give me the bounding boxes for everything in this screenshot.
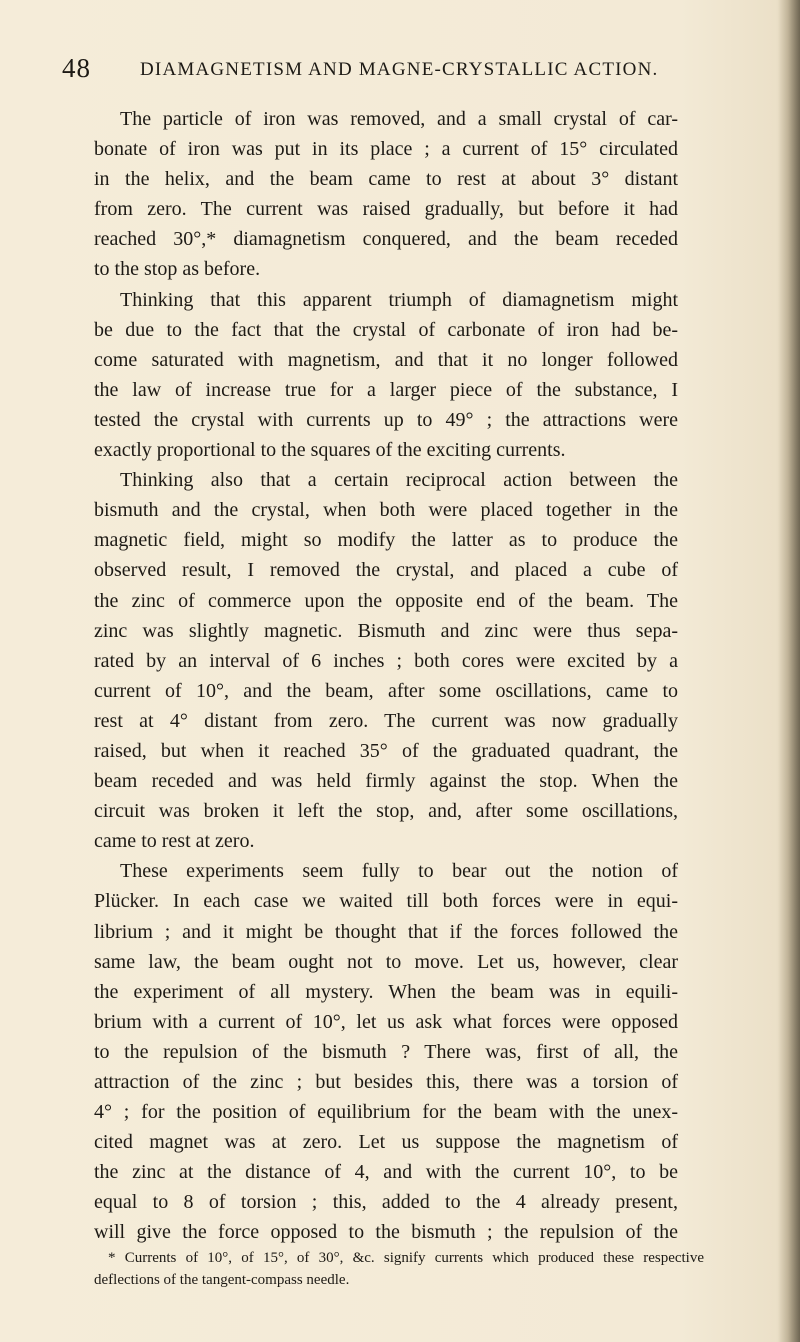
text-line: will give the force opposed to the bismuth ; the repulsion of the <box>94 1221 678 1244</box>
text-line: raised, but when it reached 35° of the graduated quadrant, the <box>94 739 678 762</box>
page-edge-shadow <box>778 0 800 1342</box>
text-line: circuit was broken it left the stop, and, after some oscillations, <box>94 800 678 823</box>
text-line: the experiment of all mystery. When the beam was in equili- <box>94 980 678 1003</box>
text-line: exactly proportional to the squares of the exciting currents. <box>94 439 566 462</box>
text-line: 4° ; for the position of equilibrium for the beam with the unex- <box>94 1101 678 1124</box>
running-header <box>62 53 694 87</box>
text-line: to the stop as before. <box>94 258 261 281</box>
page-number: 48 <box>62 53 91 83</box>
text-line: the zinc of commerce upon the opposite end of the beam. The <box>94 589 678 612</box>
text-line: brium with a current of 10°, let us ask what forces were opposed <box>94 1010 678 1033</box>
text-line: the law of increase true for a larger piece of the substance, I <box>94 378 678 401</box>
text-line: equal to 8 of torsion ; this, added to the 4 already present, <box>94 1191 678 1214</box>
text-line: came to rest at zero. <box>94 830 255 853</box>
text-line: to the repulsion of the bismuth ? There was, first of all, the <box>94 1040 678 1063</box>
text-line: tested the crystal with currents up to 49° ; the attractions were <box>94 408 678 431</box>
text-line: be due to the fact that the crystal of carbonate of iron had be- <box>94 318 678 341</box>
body-text <box>94 104 678 1248</box>
text-line: These experiments seem fully to bear out the notion of <box>120 860 678 883</box>
text-line: Plücker. In each case we waited till both forces were in equi- <box>94 890 678 913</box>
text-line: from zero. The current was raised gradually, but before it had <box>94 198 678 221</box>
text-line: Thinking also that a certain reciprocal action between the <box>120 469 678 492</box>
text-line: bonate of iron was put in its place ; a current of 15° circulated <box>94 138 678 161</box>
text-line: magnetic field, might so modify the latter as to produce the <box>94 529 678 552</box>
text-line: rest at 4° distant from zero. The current was now gradually <box>94 709 678 732</box>
text-line: attraction of the zinc ; but besides this, there was a torsion of <box>94 1071 678 1093</box>
text-line: come saturated with magnetism, and that it no longer followed <box>94 348 678 371</box>
text-line: the zinc at the distance of 4, and with the current 10°, to be <box>94 1161 678 1184</box>
text-line: The particle of iron was removed, and a small crystal of car- <box>120 108 678 130</box>
text-line: in the helix, and the beam came to rest at about 3° distant <box>94 168 678 191</box>
running-title: DIAMAGNETISM AND MAGNE-CRYSTALLIC ACTION. <box>140 59 659 80</box>
footnote <box>94 1247 704 1291</box>
text-line: zinc was slightly magnetic. Bismuth and zinc were thus sepa- <box>94 619 678 642</box>
text-line: observed result, I removed the crystal, and placed a cube of <box>94 559 678 582</box>
text-line: bismuth and the crystal, when both were placed together in the <box>94 499 678 522</box>
text-line: beam receded and was held firmly against the stop. When the <box>94 770 678 793</box>
text-line: librium ; and it might be thought that if the forces followed the <box>94 920 678 943</box>
footnote-line: deflections of the tangent-compass needle. <box>94 1272 350 1288</box>
text-line: reached 30°,* diamagnetism conquered, and the beam receded <box>94 228 678 251</box>
footnote-line: * Currents of 10°, of 15°, of 30°, &c. signify currents which produced these respective <box>108 1250 704 1266</box>
text-line: Thinking that this apparent triumph of diamagnetism might <box>120 288 678 311</box>
text-line: cited magnet was at zero. Let us suppose the magnetism of <box>94 1131 678 1154</box>
text-line: rated by an interval of 6 inches ; both cores were excited by a <box>94 649 678 672</box>
text-line: current of 10°, and the beam, after some oscillations, came to <box>94 679 678 702</box>
text-line: same law, the beam ought not to move. Let us, however, clear <box>94 950 678 973</box>
